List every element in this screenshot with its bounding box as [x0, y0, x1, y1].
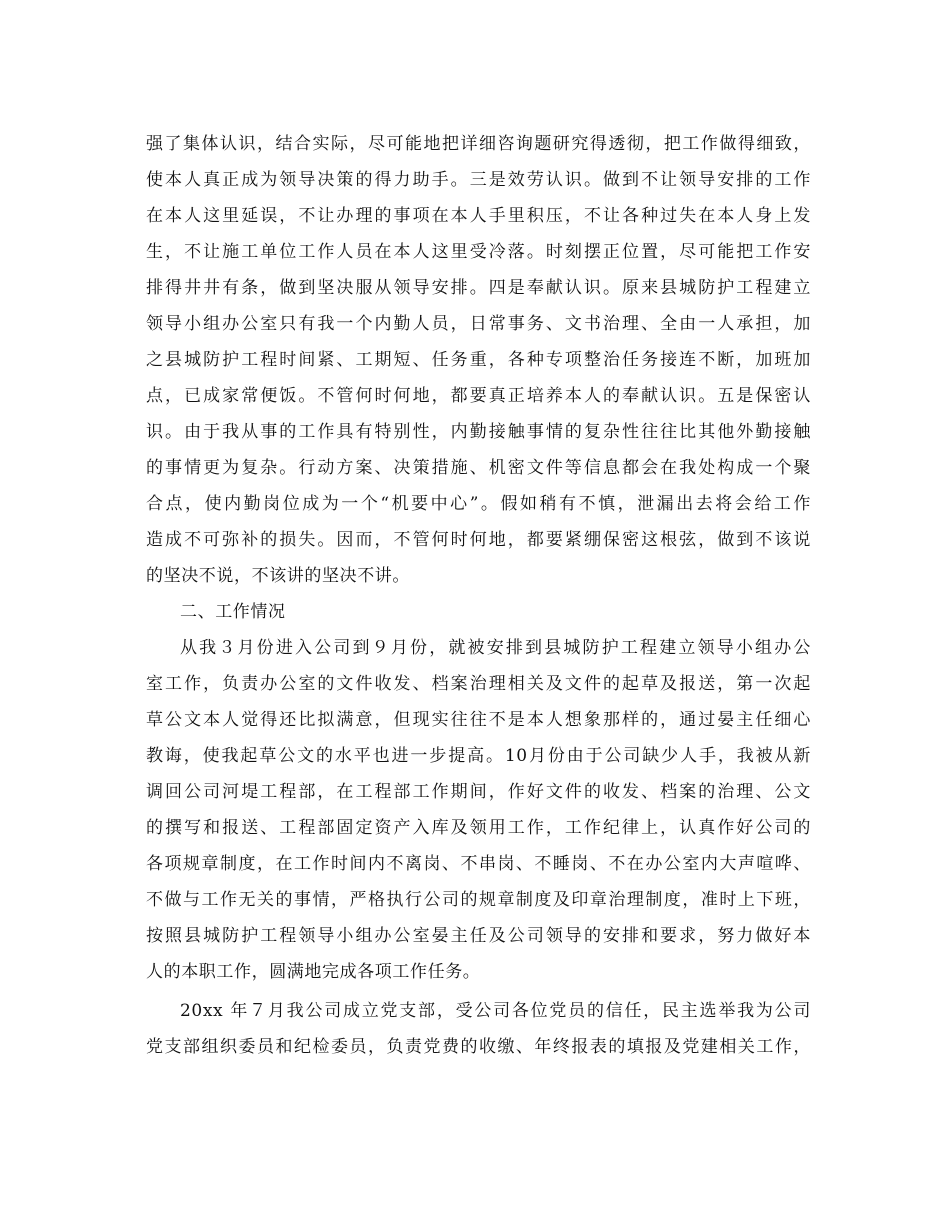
text-line: 草公文本人觉得还比拟满意，但现实往往不是本人想象那样的，通过晏主任细心 — [146, 710, 811, 730]
paragraph-3 — [146, 993, 811, 1065]
text-line: 领导小组办公室只有我一个内勤人员，日常事务、文书治理、全由一人承担，加 — [146, 314, 811, 334]
paragraph-1 — [146, 126, 811, 594]
text-line: 各项规章制度，在工作时间内不离岗、不串岗、不睡岗、不在办公室内大声喧哗、 — [146, 854, 811, 874]
text-line: 的坚决不说，不该讲的坚决不讲。 — [146, 566, 410, 586]
text-line: 造成不可弥补的损失。因而，不管何时何地，都要紧绷保密这根弦，做到不该说 — [146, 530, 811, 550]
text-line: 点，已成家常便饭。不管何时何地，都要真正培养本人的奉献认识。五是保密认 — [146, 386, 811, 406]
text-line: 在本人这里延误，不让办理的事项在本人手里积压，不让各种过失在本人身上发 — [146, 206, 811, 226]
text-line: 强了集体认识，结合实际，尽可能地把详细咨询题研究得透彻，把工作做得细致， — [146, 134, 811, 154]
text-line: 排得井井有条，做到坚决服从领导安排。四是奉献认识。原来县城防护工程建立 — [146, 278, 811, 298]
text-line: 室工作，负责办公室的文件收发、档案治理相关及文件的起草及报送，第一次起 — [146, 674, 811, 694]
paragraph-2 — [146, 630, 811, 990]
text-line: 不做与工作无关的事情，严格执行公司的规章制度及印章治理制度，准时上下班， — [146, 890, 811, 910]
text-line: 教诲，使我起草公文的水平也进一步提高。10月份由于公司缺少人手，我被从新 — [146, 746, 811, 766]
text-line: 人的本职工作，圆满地完成各项工作任务。 — [146, 962, 481, 982]
text-line: 从我３月份进入公司到９月份，就被安排到县城防护工程建立领导小组办公 — [180, 638, 811, 658]
document-body — [146, 126, 811, 1065]
section-heading: 二、工作情况 — [180, 602, 286, 622]
text-line: 党支部组织委员和纪检委员，负责党费的收缴、年终报表的填报及党建相关工作， — [146, 1037, 811, 1057]
text-line: 的撰写和报送、工程部固定资产入库及领用工作，工作纪律上，认真作好公司的 — [146, 818, 811, 838]
text-line: 生，不让施工单位工作人员在本人这里受冷落。时刻摆正位置，尽可能把工作安 — [146, 242, 811, 262]
text-line: 识。由于我从事的工作具有特别性，内勤接触事情的复杂性往往比其他外勤接触 — [146, 422, 811, 442]
text-line: 的事情更为复杂。行动方案、决策措施、机密文件等信息都会在我处构成一个聚 — [146, 458, 811, 478]
text-line: 调回公司河堤工程部，在工程部工作期间，作好文件的收发、档案的治理、公文 — [146, 782, 811, 802]
text-line: 20xx 年７月我公司成立党支部，受公司各位党员的信任，民主选举我为公司 — [180, 1001, 811, 1021]
text-line: 按照县城防护工程领导小组办公室晏主任及公司领导的安排和要求，努力做好本 — [146, 926, 811, 946]
text-line: 合点，使内勤岗位成为一个“机要中心”。假如稍有不慎，泄漏出去将会给工作 — [146, 494, 811, 514]
text-line: 之县城防护工程时间紧、工期短、任务重，各种专项整治任务接连不断，加班加 — [146, 350, 811, 370]
text-line: 使本人真正成为领导决策的得力助手。三是效劳认识。做到不让领导安排的工作 — [146, 170, 811, 190]
